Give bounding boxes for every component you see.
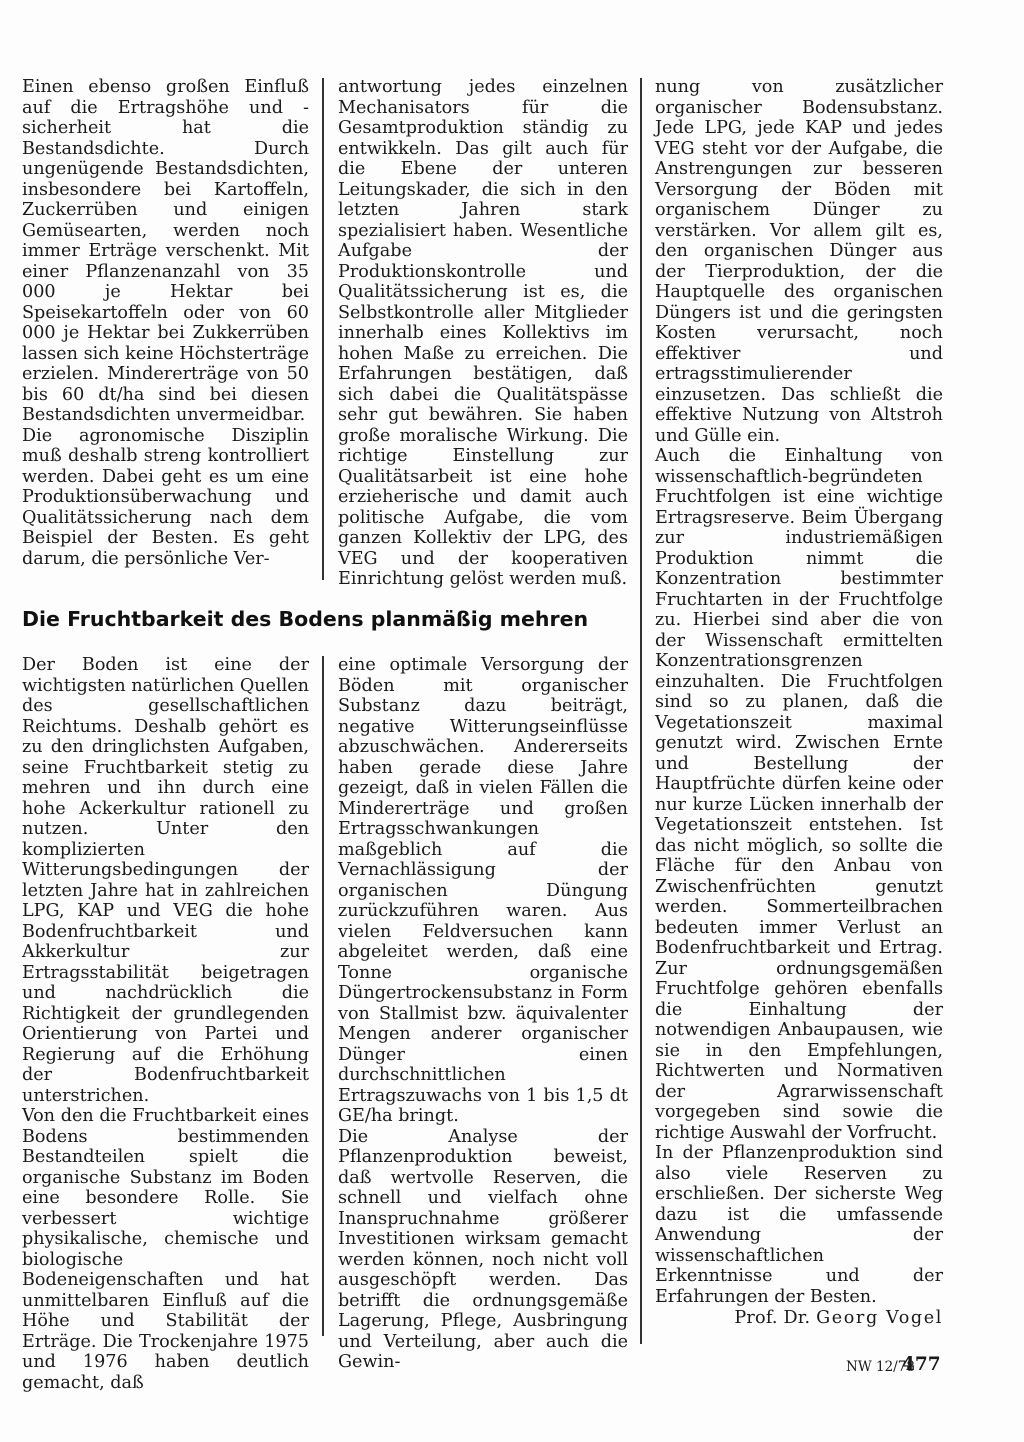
paragraph: Von den die Fruchtbarkeit eines Bodens bestimmenden Bestandteilen spielt die organische Substanz im Boden eine besondere Rolle. Sie verbessert wichtige physikalische, chemische und biologische Bodeneigenschaften und hat unmittelbaren Einfluß auf die Höhe und Stabilität der Erträge. Die Trockenjahre 1975 und 1976 haben deutlich gemacht, daß bbox=[22, 1106, 309, 1393]
lower-column-1 bbox=[22, 655, 309, 1393]
upper-column-2 bbox=[338, 77, 628, 590]
author-title: Prof. Dr. bbox=[734, 1308, 811, 1328]
right-column bbox=[655, 77, 943, 1307]
paragraph: In der Pflanzenproduktion sind also viele Reserven zu erschließen. Der sicherste Weg dazu ist die umfassende Anwendung der wissenschaftlichen Erkenntnisse und der Erfahrungen der Besten. bbox=[655, 1143, 943, 1307]
paragraph: Der Boden ist eine der wichtigsten natürlichen Quellen des gesellschaftlichen Reichtums. Deshalb gehört es zu den dringlichsten Aufgaben, seine Fruchtbarkeit stetig zu mehren und ihn durch eine hohe Ackerkultur rationell zu nutzen. Unter den komplizierten Witterungsbedingungen der letzten Jahre hat in zahlreichen LPG, KAP und VEG die hohe Bodenfruchtbarkeit und Akkerkultur zur Ertragsstabilität beigetragen und nachdrücklich die Richtigkeit der grundlegenden Orientierung von Partei und Regierung auf die Erhöhung der Bodenfruchtbarkeit unterstrichen. bbox=[22, 655, 309, 1106]
paragraph: nung von zusätzlicher organischer Bodensubstanz. Jede LPG, jede KAP und jedes VEG steht vor der Aufgabe, die Anstrengungen zur besseren Versorgung der Böden mit organischem Dünger zu verstärken. Vor allem gilt es, den organischen Dünger aus der Tierproduktion, der die Hauptquelle des organischen Düngers ist und die geringsten Kosten verursacht, noch effektiver und ertragsstimulierender einzusetzen. Das schließt die effektive Nutzung von Altstroh und Gülle ein. bbox=[655, 77, 943, 446]
column-divider bbox=[322, 78, 324, 580]
section-heading: Die Fruchtbarkeit des Bodens planmäßig mehren bbox=[22, 607, 589, 631]
paragraph: Einen ebenso großen Einfluß auf die Ertragshöhe und -sicherheit hat die Bestandsdichte. Durch ungenügende Bestandsdichten, insbesondere bei Kartoffeln, Zuckerrüben und einigen Gemüsearten, werden noch immer Erträge verschenkt. Mit einer Pflanzenanzahl von 35 000 je Hektar bei Speisekartoffeln oder von 60 000 je Hektar bei Zukkerrüben lassen sich keine Höchsterträge erzielen. Mindererträge von 50 bis 60 dt/ha sind bei diesen Bestandsdichten unvermeidbar. bbox=[22, 77, 309, 425]
lower-column-2 bbox=[338, 655, 628, 1373]
upper-column-1 bbox=[22, 77, 309, 569]
author-name: Georg Vogel bbox=[816, 1308, 943, 1328]
paragraph: Die Analyse der Pflanzenproduktion beweist, daß wertvolle Reserven, die schnell und vielfach ohne Inanspruchnahme größerer Investitionen wirksam gemacht werden können, noch nicht voll ausgeschöpft werden. Das betrifft die ordnungsgemäße Lagerung, Pflege, Ausbringung und Verteilung, aber auch die Gewin- bbox=[338, 1126, 628, 1372]
paragraph: antwortung jedes einzelnen Mechanisators für die Gesamtproduktion ständig zu entwikkeln. Das gilt auch für die Ebene der unteren Leitungskader, die sich in den letzten Jahren stark spezialisiert haben. Wesentliche Aufgabe der Produktionskontrolle und Qualitätssicherung ist es, die Selbstkontrolle aller Mitglieder innerhalb eines Kollektivs im hohen Maße zu erreichen. Die Erfahrungen bestätigen, daß sich dabei die Qualitätspässe sehr gut bewähren. Sie haben große moralische Wirkung. Die richtige Einstellung zur Qualitätsarbeit ist eine hohe erzieherische und damit auch politische Aufgabe, die vom ganzen Kollektiv der LPG, des VEG und der kooperativen Einrichtung gelöst werden muß. bbox=[338, 77, 628, 589]
paragraph: eine optimale Versorgung der Böden mit organischer Substanz dazu beiträgt, negative Witterungseinflüsse abzuschwächen. Andererseits haben gerade diese Jahre gezeigt, daß in vielen Fällen die Mindererträge und großen Ertragsschwankungen maßgeblich auf die Vernachlässigung der organischen Düngung zurückzuführen waren. Aus vielen Feldversuchen kann abgeleitet werden, daß eine Tonne organische Düngertrockensubstanz in Form von Stallmist bzw. äquivalenter Mengen anderer organischer Dünger einen durchschnittlichen Ertragszuwachs von 1 bis 1,5 dt GE/ha bringt. bbox=[338, 655, 628, 1126]
paragraph: Auch die Einhaltung von wissenschaftlich-begründeten Fruchtfolgen ist eine wichtige Ertragsreserve. Beim Übergang zur industriemäßigen Produktion nimmt die Konzentration bestimmter Fruchtarten in der Fruchtfolge zu. Hierbei sind aber die von der Wissenschaft ermittelten Konzentrationsgrenzen einzuhalten. Die Fruchtfolgen sind so zu planen, daß die Vegetationszeit maximal genutzt wird. Zwischen Ernte und Bestellung der Hauptfrüchte dürfen keine oder nur kurze Lücken innerhalb der Vegetationszeit entstehen. Ist das nicht möglich, so sollte die Fläche für den Anbau von Zwischenfrüchten genutzt werden. Sommerteilbrachen bedeuten immer Verlust an Bodenfruchtbarkeit und Ertrag. Zur ordnungsgemäßen Fruchtfolge gehören ebenfalls die Einhaltung der notwendigen Anbaupausen, wie sie in den Empfehlungen, Richtwerten und Normativen der Agrarwissenschaft vorgegeben sind sowie die richtige Auswahl der Vorfrucht. bbox=[655, 446, 943, 1143]
page-number: 477 bbox=[902, 1354, 941, 1375]
column-divider bbox=[322, 656, 324, 1336]
author-signature bbox=[655, 1307, 943, 1329]
publication-reference: NW 12/78 bbox=[846, 1359, 915, 1375]
paragraph: Die agronomische Disziplin muß deshalb streng kontrolliert werden. Dabei geht es um eine Produktionsüberwachung und Qualitätssicherung nach dem Beispiel der Besten. Es geht darum, die persönliche Ver- bbox=[22, 425, 309, 569]
column-divider bbox=[640, 78, 642, 1344]
